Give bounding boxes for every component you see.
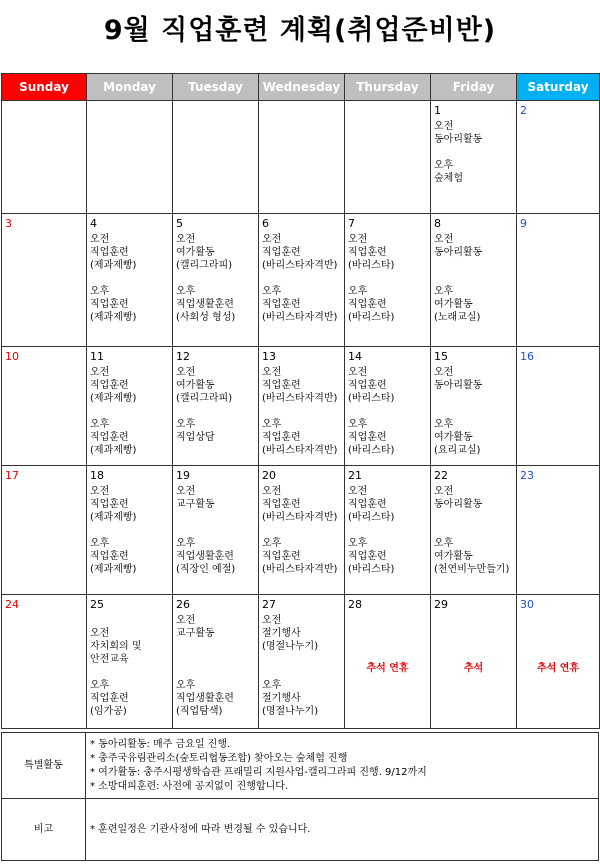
day-number: 3 <box>5 217 12 230</box>
day-number: 5 <box>176 217 183 230</box>
schedule-line: (직장인 예절) <box>176 564 236 575</box>
schedule-line: 직업훈련 <box>262 432 301 443</box>
schedule-line: 직업생활훈련 <box>176 299 234 310</box>
schedule-line: (바리스타) <box>348 564 395 575</box>
day-number: 19 <box>176 469 190 482</box>
schedule-line: 오후 <box>176 419 196 430</box>
schedule-line: 오후 <box>348 419 368 430</box>
schedule-line <box>434 259 516 272</box>
day-cell <box>259 347 345 466</box>
schedule-line <box>176 272 258 285</box>
schedule-line <box>348 524 430 537</box>
schedule-line: (바리스타) <box>348 512 395 523</box>
schedule-line: 오전 <box>176 234 196 245</box>
schedule-line: 오후 <box>348 538 368 549</box>
day-number: 15 <box>434 350 448 363</box>
schedule-list <box>259 485 344 576</box>
day-number: 28 <box>348 598 362 611</box>
special-line: * 충주국유림관리소(숲토리협동조합) 찾아오는 숲체험 진행 <box>90 752 348 764</box>
schedule-line: 절기행사 <box>262 628 301 639</box>
page-title: 9월 직업훈련 계획(취업준비반) <box>103 15 497 46</box>
schedule-line: (제과제빵) <box>90 393 137 404</box>
schedule-line: 직업생활훈련 <box>176 551 234 562</box>
day-cell <box>259 101 345 214</box>
day-cell <box>517 347 600 466</box>
schedule-line: (바리스타자격반) <box>262 393 338 404</box>
schedule-line <box>262 405 344 418</box>
day-number: 11 <box>90 350 104 363</box>
schedule-line: 직업훈련 <box>348 247 387 258</box>
schedule-line: 오후 <box>262 538 282 549</box>
schedule-line <box>176 405 258 418</box>
special-line: * 동아리활동: 매주 금요일 진행. <box>90 738 231 750</box>
schedule-line: 오전 <box>262 615 282 626</box>
schedule-line: 오전 <box>90 367 110 378</box>
schedule-list <box>173 614 258 718</box>
day-cell <box>517 595 600 729</box>
day-cell <box>173 347 259 466</box>
schedule-line: 오후 <box>348 286 368 297</box>
day-number: 27 <box>262 598 276 611</box>
notes-table <box>1 732 599 861</box>
day-number <box>259 101 344 120</box>
remarks-label: 비고 <box>2 799 86 861</box>
special-activities-list <box>86 733 599 799</box>
schedule-line: 직업훈련 <box>90 499 129 510</box>
day-cell <box>87 214 173 347</box>
day-number <box>345 101 430 120</box>
day-cell <box>2 595 87 729</box>
day-number <box>173 101 258 120</box>
schedule-line: 오전 <box>348 367 368 378</box>
schedule-line: 교구활동 <box>176 628 215 639</box>
special-activities-row <box>2 733 599 799</box>
schedule-line: 직업생활훈련 <box>176 693 234 704</box>
day-number: 16 <box>520 350 534 363</box>
schedule-line: 동아리활동 <box>434 247 483 258</box>
remarks-list <box>86 799 599 861</box>
schedule-line: (바리스타) <box>348 445 395 456</box>
schedule-line: 오전 <box>90 234 110 245</box>
schedule-line: 오전 <box>262 486 282 497</box>
schedule-line: (바리스타자격반) <box>262 312 338 323</box>
schedule-line: 직업훈련 <box>262 247 301 258</box>
schedule-line: 직업훈련 <box>348 432 387 443</box>
schedule-list <box>345 485 430 576</box>
schedule-line: 직업훈련 <box>348 551 387 562</box>
schedule-line: 직업상담 <box>176 432 215 443</box>
day-number: 13 <box>262 350 276 363</box>
schedule-list <box>431 120 516 185</box>
schedule-line: 절기행사 <box>262 693 301 704</box>
day-number: 20 <box>262 469 276 482</box>
day-cell <box>517 466 600 595</box>
schedule-line: 동아리활동 <box>434 380 483 391</box>
week-row <box>2 347 600 466</box>
schedule-line: 오후 <box>434 286 454 297</box>
schedule-line: 오후 <box>90 680 110 691</box>
schedule-line <box>434 392 516 405</box>
schedule-line: 오전 <box>176 615 196 626</box>
day-cell <box>517 101 600 214</box>
holiday-label: 추석 연휴 <box>366 663 409 674</box>
schedule-line: 직업훈련 <box>262 299 301 310</box>
day-cell <box>431 347 517 466</box>
day-number: 4 <box>90 217 97 230</box>
schedule-line <box>434 511 516 524</box>
schedule-line: 안전교육 <box>90 654 129 665</box>
schedule-line: 여가활동 <box>434 299 473 310</box>
special-line: * 여가활동: 충주시평생학습관 프래밀리 지원사업-캘리그라피 진행. 9/12까지 <box>90 766 427 778</box>
header-monday: Monday <box>87 74 173 101</box>
schedule-line <box>262 666 344 679</box>
weekday-header-row <box>2 74 600 101</box>
day-number: 6 <box>262 217 269 230</box>
week-row <box>2 466 600 595</box>
remark-line: * 훈련일정은 기관사정에 따라 변경될 수 있습니다. <box>90 823 311 835</box>
schedule-line: 오전 <box>434 234 454 245</box>
schedule-line: 오전 <box>176 367 196 378</box>
schedule-line: 오전 <box>262 367 282 378</box>
day-number: 7 <box>348 217 355 230</box>
day-cell <box>173 101 259 214</box>
schedule-list <box>173 233 258 324</box>
week-row <box>2 214 600 347</box>
day-number <box>87 101 172 120</box>
schedule-line: (사회성 형성) <box>176 312 236 323</box>
schedule-line: 교구활동 <box>176 499 215 510</box>
schedule-line: 직업훈련 <box>262 551 301 562</box>
day-cell <box>345 595 431 729</box>
schedule-line <box>176 653 258 666</box>
schedule-line <box>176 666 258 679</box>
schedule-line: (명절나누기) <box>262 641 319 652</box>
special-activities-label: 특별활동 <box>2 733 86 799</box>
day-number: 18 <box>90 469 104 482</box>
schedule-line <box>90 272 172 285</box>
schedule-line: 직업훈련 <box>90 247 129 258</box>
schedule-list <box>87 614 172 718</box>
schedule-line: (캘리그라피) <box>176 260 233 271</box>
schedule-list <box>87 485 172 576</box>
holiday-label: 추석 연휴 <box>536 663 580 674</box>
schedule-line: 오전 <box>434 367 454 378</box>
schedule-line: 오전 <box>434 486 454 497</box>
schedule-list <box>259 233 344 324</box>
calendar-table <box>1 73 600 729</box>
day-number: 1 <box>434 104 441 117</box>
day-number: 25 <box>90 598 104 611</box>
schedule-line <box>262 653 344 666</box>
schedule-line: (바리스타자격반) <box>262 445 338 456</box>
schedule-line: 직업훈련 <box>90 693 129 704</box>
schedule-line: 직업훈련 <box>262 499 301 510</box>
schedule-line: (제과제빵) <box>90 260 137 271</box>
schedule-line <box>90 405 172 418</box>
schedule-line: 여가활동 <box>176 380 215 391</box>
day-cell <box>345 347 431 466</box>
schedule-line: 오후 <box>90 286 110 297</box>
schedule-line <box>434 146 516 159</box>
schedule-line: 오전 <box>348 486 368 497</box>
schedule-line: (노래교실) <box>434 312 481 323</box>
day-cell <box>173 214 259 347</box>
schedule-list <box>431 366 516 457</box>
day-cell <box>431 101 517 214</box>
schedule-line: (임가공) <box>90 706 127 717</box>
day-cell <box>87 347 173 466</box>
schedule-line: 오후 <box>176 680 196 691</box>
day-cell <box>2 101 87 214</box>
header-saturday: Saturday <box>517 74 600 101</box>
schedule-line: (바리스타자격반) <box>262 512 338 523</box>
schedule-line: (바리스타자격반) <box>262 564 338 575</box>
schedule-line: 오후 <box>262 286 282 297</box>
day-number: 14 <box>348 350 362 363</box>
header-tuesday: Tuesday <box>173 74 259 101</box>
day-number <box>2 101 86 120</box>
schedule-line: 숲체험 <box>434 173 463 184</box>
schedule-line: 직업훈련 <box>90 299 129 310</box>
day-number: 22 <box>434 469 448 482</box>
schedule-list <box>173 366 258 444</box>
day-cell <box>2 214 87 347</box>
schedule-line: 직업훈련 <box>90 380 129 391</box>
day-number: 8 <box>434 217 441 230</box>
day-cell <box>2 466 87 595</box>
schedule-line <box>176 640 258 653</box>
special-line: * 소방대피훈련: 사전에 공지없이 진행합니다. <box>90 780 289 792</box>
day-cell <box>431 595 517 729</box>
schedule-line: 직업훈련 <box>348 499 387 510</box>
schedule-line: (명절나누기) <box>262 706 319 717</box>
schedule-list <box>431 485 516 576</box>
day-number: 21 <box>348 469 362 482</box>
day-number: 26 <box>176 598 190 611</box>
schedule-list <box>345 366 430 457</box>
schedule-line <box>348 272 430 285</box>
week-row <box>2 101 600 214</box>
schedule-list <box>87 233 172 324</box>
schedule-line: 오전 <box>90 628 110 639</box>
day-cell <box>345 466 431 595</box>
schedule-line <box>434 524 516 537</box>
day-cell <box>345 214 431 347</box>
schedule-list <box>173 485 258 576</box>
schedule-line: (제과제빵) <box>90 312 137 323</box>
schedule-line: 동아리활동 <box>434 134 483 145</box>
schedule-line: 오후 <box>90 538 110 549</box>
schedule-line: 직업훈련 <box>348 299 387 310</box>
remarks-row <box>2 799 599 861</box>
schedule-line: 여가활동 <box>434 432 473 443</box>
day-number: 10 <box>5 350 19 363</box>
schedule-line <box>348 405 430 418</box>
day-cell <box>259 595 345 729</box>
day-number: 23 <box>520 469 534 482</box>
header-thursday: Thursday <box>345 74 431 101</box>
day-number: 30 <box>520 598 534 611</box>
header-wednesday: Wednesday <box>259 74 345 101</box>
schedule-line: (천연비누만들기) <box>434 564 510 575</box>
schedule-line: 오후 <box>434 160 454 171</box>
schedule-line: 여가활동 <box>176 247 215 258</box>
schedule-line: 오후 <box>90 419 110 430</box>
schedule-line <box>90 524 172 537</box>
schedule-line: 오후 <box>176 538 196 549</box>
day-number: 12 <box>176 350 190 363</box>
schedule-list <box>431 233 516 324</box>
week-row <box>2 595 600 729</box>
day-number: 24 <box>5 598 19 611</box>
day-cell <box>517 214 600 347</box>
schedule-line: 직업훈련 <box>262 380 301 391</box>
schedule-line: 오후 <box>262 419 282 430</box>
schedule-line <box>90 666 172 679</box>
schedule-line: (바리스타) <box>348 260 395 271</box>
schedule-line: 오후 <box>176 286 196 297</box>
day-cell <box>431 214 517 347</box>
schedule-line: 직업훈련 <box>348 380 387 391</box>
day-number: 9 <box>520 217 527 230</box>
schedule-line: (바리스타) <box>348 393 395 404</box>
schedule-line: 직업훈련 <box>90 432 129 443</box>
schedule-line: (제과제빵) <box>90 445 137 456</box>
schedule-line: (요리교실) <box>434 445 481 456</box>
schedule-line: 오후 <box>262 680 282 691</box>
schedule-line: 오전 <box>434 121 454 132</box>
schedule-line: 오전 <box>176 486 196 497</box>
day-cell <box>431 466 517 595</box>
schedule-line: 오전 <box>262 234 282 245</box>
day-number: 29 <box>434 598 448 611</box>
day-cell <box>259 466 345 595</box>
schedule-line: (캘리그라피) <box>176 393 233 404</box>
day-cell <box>173 595 259 729</box>
schedule-line: (제과제빵) <box>90 512 137 523</box>
day-cell <box>173 466 259 595</box>
schedule-line <box>262 524 344 537</box>
schedule-list <box>259 614 344 718</box>
schedule-line: (제과제빵) <box>90 564 137 575</box>
schedule-line: 여가활동 <box>434 551 473 562</box>
schedule-line <box>176 524 258 537</box>
schedule-line: 직업훈련 <box>90 551 129 562</box>
day-cell <box>2 347 87 466</box>
schedule-line <box>90 614 172 627</box>
schedule-line <box>434 272 516 285</box>
schedule-line: 오후 <box>434 419 454 430</box>
schedule-line <box>176 511 258 524</box>
day-cell <box>87 466 173 595</box>
day-cell <box>87 101 173 214</box>
header-friday: Friday <box>431 74 517 101</box>
schedule-list <box>87 366 172 457</box>
holiday-label: 추석 <box>463 663 484 674</box>
day-number: 17 <box>5 469 19 482</box>
day-cell <box>259 214 345 347</box>
schedule-line <box>434 405 516 418</box>
schedule-line <box>262 272 344 285</box>
schedule-list <box>345 233 430 324</box>
schedule-list <box>259 366 344 457</box>
day-cell <box>345 101 431 214</box>
schedule-line: (바리스타) <box>348 312 395 323</box>
day-cell <box>87 595 173 729</box>
schedule-line: 동아리활동 <box>434 499 483 510</box>
schedule-line: (직업탐색) <box>176 706 223 717</box>
schedule-line: (바리스타자격반) <box>262 260 338 271</box>
header-sunday: Sunday <box>2 74 87 101</box>
schedule-line: 오후 <box>434 538 454 549</box>
day-number: 2 <box>520 104 527 117</box>
schedule-line: 오전 <box>90 486 110 497</box>
schedule-line: 자치회의 및 <box>90 641 142 652</box>
schedule-line: 오전 <box>348 234 368 245</box>
